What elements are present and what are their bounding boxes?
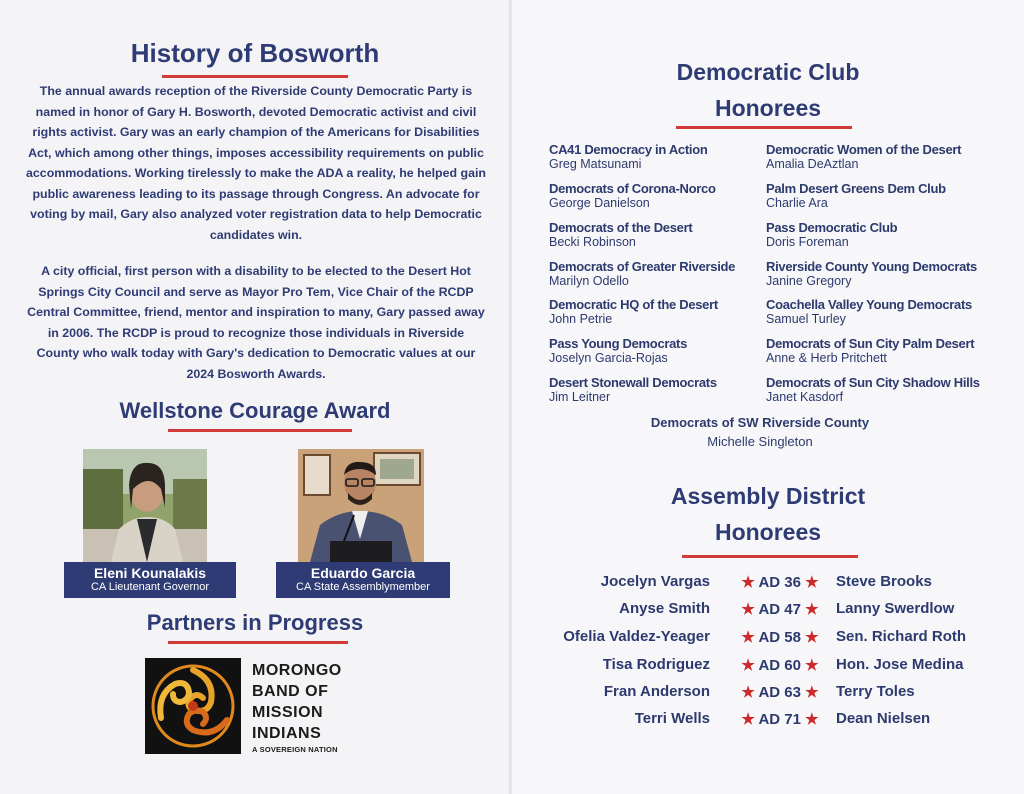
left-page: [0, 0, 510, 794]
club-entry-center: [560, 414, 960, 452]
assembly-row: [520, 710, 1010, 734]
club-entry: [549, 142, 789, 171]
assembly-member: Dean Nielsen: [836, 710, 931, 727]
logo-line: MORONGO: [252, 662, 342, 679]
star-icon: ★: [741, 684, 755, 701]
club-entry: [549, 375, 789, 404]
club-name: Pass Democratic Club: [766, 220, 898, 235]
club-name: Democrats of SW Riverside County: [650, 415, 870, 430]
logo-line: BAND OF: [252, 683, 329, 700]
district-label: AD 36: [758, 574, 801, 591]
assembly-honoree: Terri Wells: [634, 710, 710, 727]
awardee-caption-garcia: [276, 562, 450, 598]
club-entry: [766, 142, 1006, 171]
club-person: Jim Leitner: [549, 390, 611, 404]
assembly-member: Hon. Jose Medina: [836, 656, 964, 673]
star-icon: ★: [805, 629, 819, 646]
club-name: Democrats of Corona-Norco: [549, 181, 716, 196]
assembly-title-line2: Honorees: [714, 519, 822, 545]
club-entry: [549, 336, 789, 365]
club-honorees-title-line2: Honorees: [714, 95, 822, 121]
club-person: John Petrie: [549, 312, 613, 326]
assembly-district: [730, 600, 830, 618]
club-entry: [766, 181, 1006, 210]
star-icon: ★: [805, 684, 819, 701]
club-honorees-title-line1: Democratic Club: [676, 59, 860, 85]
history-title-underline: [162, 75, 348, 78]
morongo-logo: [145, 658, 241, 754]
club-entry: [549, 220, 789, 249]
club-entry: [766, 375, 1006, 404]
club-person: Doris Foreman: [766, 235, 849, 249]
assembly-honoree: Jocelyn Vargas: [600, 573, 710, 590]
club-person: Samuel Turley: [766, 312, 846, 326]
history-title: History of Bosworth: [130, 38, 380, 68]
assembly-district: [730, 710, 830, 728]
club-person: Anne & Herb Pritchett: [766, 351, 887, 365]
assembly-member: Steve Brooks: [836, 573, 932, 590]
awardee-photo-garcia: [298, 449, 424, 562]
star-icon: ★: [805, 601, 819, 618]
assembly-row: [520, 683, 1010, 707]
club-name: Democrats of Sun City Shadow Hills: [766, 375, 980, 390]
club-name: Coachella Valley Young Democrats: [766, 297, 972, 312]
assembly-underline: [682, 555, 858, 558]
assembly-member: Terry Toles: [836, 683, 915, 700]
wellstone-title-underline: [168, 429, 352, 432]
assembly-member: Sen. Richard Roth: [836, 628, 967, 645]
club-person: Amalia DeAztlan: [766, 157, 859, 171]
district-label: AD 58: [758, 629, 801, 646]
district-label: AD 47: [758, 601, 801, 618]
district-label: AD 60: [758, 657, 801, 674]
club-name: Palm Desert Greens Dem Club: [766, 181, 946, 196]
assembly-district: [730, 683, 830, 701]
awardee-name: Eleni Kounalakis: [93, 565, 207, 581]
star-icon: ★: [741, 601, 755, 618]
star-icon: ★: [741, 711, 755, 728]
club-entry: [766, 220, 1006, 249]
club-name: CA41 Democracy in Action: [549, 142, 708, 157]
assembly-row: [520, 628, 1010, 652]
awardee-title: CA State Assemblymember: [296, 581, 430, 593]
club-entry: [766, 259, 1006, 288]
history-paragraph-1: The annual awards reception of the Riverside County Democratic Party is named in honor of Gary H. Bosworth, devoted Democratic activist and civil rights activist. Gary was an early champion of the Americans for Disabilities Act, which among other things, imposes accessibility requirements on public accommodations. Working tirelessly to make the ADA a reality, he helped gain public awareness leading to its passage through Congress. An advocate for voting by mail, Gary also analyzed voter registration data to help Democratic candidates win.: [26, 84, 486, 242]
club-person: Becki Robinson: [549, 235, 636, 249]
club-person: Marilyn Odello: [549, 274, 629, 288]
club-entry: [549, 297, 789, 326]
club-name: Democratic HQ of the Desert: [549, 297, 718, 312]
star-icon: ★: [741, 574, 755, 591]
assembly-row: [520, 573, 1010, 597]
club-name: Democrats of the Desert: [549, 220, 693, 235]
club-honorees-heading: [512, 54, 1024, 126]
club-person: Greg Matsunami: [549, 157, 642, 171]
awardee-title: CA Lieutenant Governor: [90, 581, 210, 593]
awardee-name: Eduardo Garcia: [310, 565, 416, 581]
club-person: Janet Kasdorf: [766, 390, 844, 404]
awardee-photo-kounalakis: [83, 449, 207, 562]
assembly-row: [520, 600, 1010, 624]
logo-line: INDIANS: [252, 725, 322, 742]
partners-title-underline: [168, 641, 348, 644]
assembly-district: [730, 656, 830, 674]
club-person: Joselyn Garcia-Rojas: [549, 351, 668, 365]
club-entry: [766, 336, 1006, 365]
star-icon: ★: [805, 574, 819, 591]
wellstone-title: Wellstone Courage Award: [119, 398, 391, 423]
assembly-honoree: Ofelia Valdez-Yeager: [563, 628, 710, 645]
club-name: Riverside County Young Democrats: [766, 259, 977, 274]
club-person: George Danielson: [549, 196, 650, 210]
club-entry: [549, 181, 789, 210]
star-icon: ★: [805, 711, 819, 728]
club-honorees-underline: [676, 126, 852, 129]
district-label: AD 63: [758, 684, 801, 701]
assembly-member: Lanny Swerdlow: [836, 600, 955, 617]
awardee-caption-kounalakis: [64, 562, 236, 598]
assembly-honoree: Anyse Smith: [619, 600, 710, 617]
club-person: Charlie Ara: [766, 196, 828, 210]
club-name: Pass Young Democrats: [549, 336, 688, 351]
assembly-district: [730, 628, 830, 646]
logo-line: MISSION: [252, 704, 324, 721]
assembly-title-line1: Assembly District: [670, 483, 866, 509]
club-name: Democratic Women of the Desert: [766, 142, 962, 157]
district-label: AD 71: [758, 711, 801, 728]
club-entry: [549, 259, 789, 288]
morongo-wordmark: [252, 660, 362, 756]
assembly-honoree: Fran Anderson: [603, 683, 710, 700]
star-icon: ★: [741, 657, 755, 674]
star-icon: ★: [805, 657, 819, 674]
club-person: Michelle Singleton: [707, 434, 813, 449]
club-entry: [766, 297, 1006, 326]
club-person: Janine Gregory: [766, 274, 852, 288]
assembly-row: [520, 656, 1010, 680]
club-name: Desert Stonewall Democrats: [549, 375, 717, 390]
history-paragraph-2: A city official, first person with a disability to be elected to the Desert Hot Springs City Council and serve as Mayor Pro Tem, Vice Chair of the RCDP Central Committee, friend, mentor and inspiration to many, Gary passed away in 2006. The RCDP is proud to recognize those individuals in Riverside County who walk today with Gary's dedication to Democratic values at our 2024 Bosworth Awards.: [27, 264, 485, 381]
assembly-honoree: Tisa Rodriguez: [602, 656, 710, 673]
club-name: Democrats of Greater Riverside: [549, 259, 736, 274]
assembly-heading: [512, 478, 1024, 550]
partners-title: Partners in Progress: [146, 610, 364, 635]
assembly-district: [730, 573, 830, 591]
star-icon: ★: [741, 629, 755, 646]
club-name: Democrats of Sun City Palm Desert: [766, 336, 975, 351]
logo-tagline: A SOVEREIGN NATION: [252, 745, 338, 754]
